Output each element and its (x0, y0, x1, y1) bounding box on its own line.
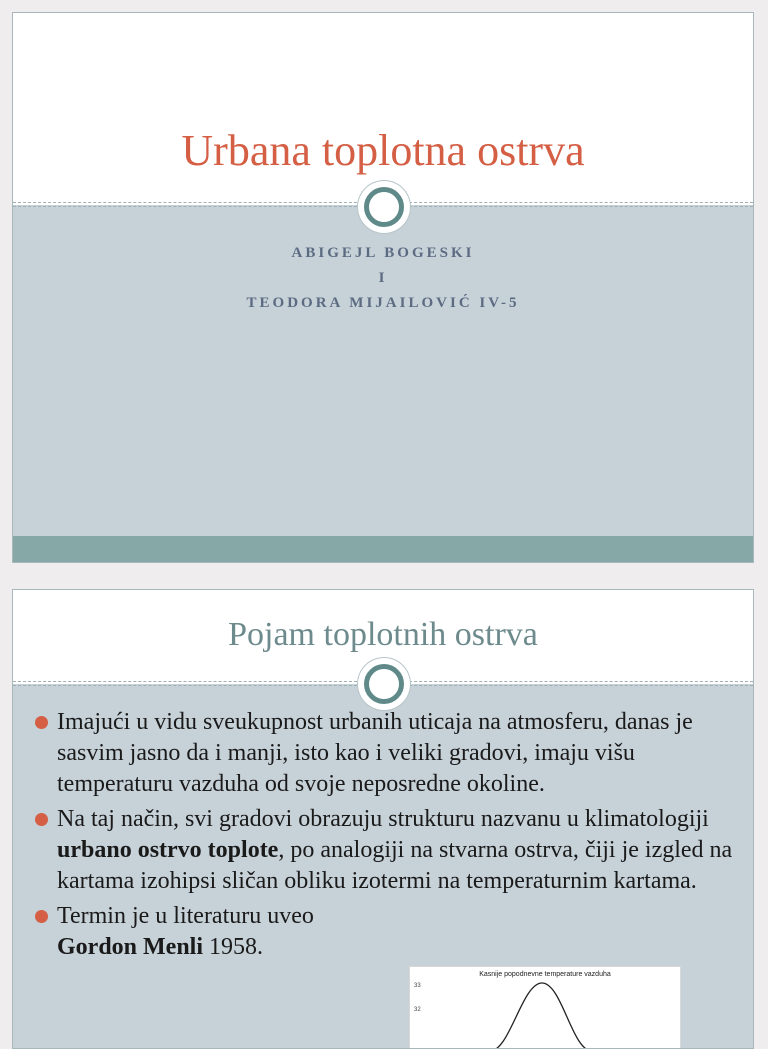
bullet-dot-icon (35, 716, 48, 729)
bullet-item (35, 707, 735, 800)
bullet-text: Imajući u vidu sveukupnost urbanih uticaja na atmosferu, danas je sasvim jasno da i manji, isto kao i veliki gradovi, imaju višu temperaturu vazduha od svoje neposredne okoline. (57, 709, 693, 797)
divider-circle-icon (364, 664, 404, 704)
bullet-text-pre: Na taj način, svi gradovi obrazuju strukturu nazvanu u klimatologiji (57, 806, 709, 832)
bullet-text-bold: Gordon Menli (57, 934, 204, 960)
y-tick-label: 32 (414, 1007, 421, 1013)
bullet-text-pre: Termin je u literaturu uveo (57, 903, 314, 929)
bullet-list (35, 707, 735, 967)
subtitle-line: ABIGEJL BOGESKI (291, 245, 475, 261)
divider-circle-icon (364, 187, 404, 227)
presentation-title: Urbana toplotna ostrva (181, 126, 585, 175)
authors-subtitle (13, 241, 753, 316)
subtitle-line: I (378, 270, 388, 286)
bottom-band (13, 536, 753, 562)
bullet-text-bold: urbano ostrvo toplote (57, 837, 279, 863)
temperature-chart-thumbnail (409, 966, 681, 1049)
bullet-dot-icon (35, 813, 48, 826)
chart-title: Kasnije popodnevne temperature vazduha (479, 971, 611, 978)
temperature-curve (410, 967, 680, 1049)
title-area (13, 13, 753, 205)
bullet-item (35, 804, 735, 897)
slide-title: Pojam toplotnih ostrva (228, 616, 538, 653)
title-slide (12, 12, 754, 563)
bullet-dot-icon (35, 910, 48, 923)
bullet-item (35, 901, 397, 963)
y-tick-label: 33 (414, 983, 421, 989)
bullet-text-post: 1958. (203, 934, 264, 960)
content-slide (12, 589, 754, 1049)
subtitle-line: TEODORA MIJAILOVIĆ IV-5 (246, 295, 520, 311)
bullet-text-post: , po analogiji na stvarna ostrva, čiji je izgled na kartama izohipsi sličan obliku izotermi na temperaturnim kartama. (57, 837, 733, 894)
